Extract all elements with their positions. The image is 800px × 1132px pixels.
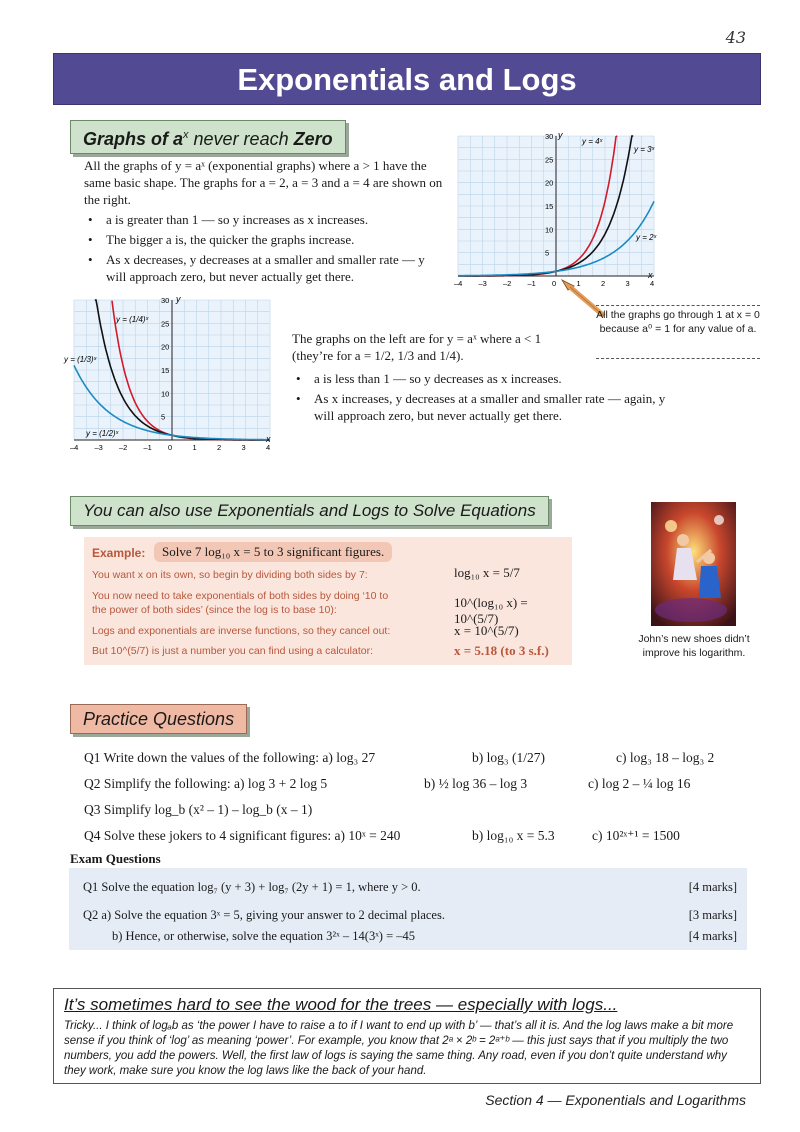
x-tick-label: 2 — [601, 279, 606, 288]
section-heading-solve: You can also use Exponentials and Logs to Solve Equations — [70, 496, 549, 526]
question-part: Q4 Solve these jokers to 4 significant figures: a) 10ˣ = 240 — [84, 828, 401, 843]
example-label: Example: — [92, 546, 146, 560]
left-graphs-values: (they’re for a = 1/2, 1/3 and 1/4). — [292, 348, 464, 363]
callout-note: All the graphs go through 1 at x = 0 because a⁰ = 1 for any value of a. — [596, 305, 760, 359]
summary-box — [53, 988, 761, 1084]
practice-questions — [84, 750, 744, 854]
grid — [458, 136, 654, 276]
x-tick-label: –2 — [119, 443, 128, 452]
x-tick-label: 0 — [552, 279, 557, 288]
y-tick-label: 5 — [545, 248, 550, 258]
example-result: x = 10^(5/7) — [454, 623, 519, 638]
curve-label-half: y = (1/2)ˣ — [86, 429, 119, 438]
x-tick-label: –3 — [478, 279, 487, 288]
y-axis-label: y — [558, 130, 563, 140]
example-answer: x = 5.18 (to 3 s.f.) — [454, 643, 549, 658]
y-tick-label: 10 — [161, 389, 170, 399]
x-tick-label: –1 — [143, 443, 152, 452]
question-part: Q3 Simplify log_b (x² – 1) – log_b (x – 1) — [84, 802, 313, 817]
x-tick-label: –2 — [503, 279, 512, 288]
y-tick-label: 5 — [161, 412, 166, 422]
x-tick-label: 4 — [266, 443, 271, 452]
y-tick-label: 20 — [161, 342, 170, 352]
question-row — [84, 750, 744, 776]
graph-a-less-than-1 — [62, 292, 282, 462]
question-part: c) log 2 – ¼ log 16 — [588, 776, 691, 791]
example-task: Solve 7 log₁₀ x = 5 to 3 significant figures. — [154, 542, 392, 562]
graph-a-greater-than-1 — [446, 128, 666, 298]
question-part: b) log₃ (1/27) — [472, 750, 545, 765]
page-number: 43 — [725, 28, 746, 47]
intro-paragraph: All the graphs of y = aˣ (exponential graphs) where a > 1 have the same basic shape. The graphs for a = 2, a = 3 and a = 4 are shown on the right. — [84, 158, 443, 207]
curve-label-2x: y = 2ˣ — [636, 233, 657, 242]
question-row — [84, 802, 744, 828]
photo-caption: John’s new shoes didn’t improve his logarithm. — [638, 633, 750, 659]
curve-label-third: y = (1/3)ˣ — [64, 355, 97, 364]
x-tick-label: –4 — [70, 443, 79, 452]
exam-heading: Exam Questions — [70, 851, 161, 866]
exam-marks: [4 marks] — [688, 929, 737, 943]
curve-label-4x: y = 4ˣ — [582, 137, 603, 146]
question-part: b) log₁₀ x = 5.3 — [472, 828, 555, 843]
y-axis-label: y — [176, 294, 181, 304]
question-part: Q2 Simplify the following: a) log 3 + 2 log 5 — [84, 776, 328, 791]
example-result: 10^(log₁₀ x) = 10^(5/7) — [454, 595, 528, 626]
x-tick-label: 3 — [241, 443, 246, 452]
x-tick-label: –1 — [527, 279, 536, 288]
graphs-intro — [84, 157, 444, 285]
x-tick-label: –3 — [94, 443, 103, 452]
example-step: But 10^(5/7) is just a number you can find using a calculator: — [92, 645, 373, 657]
y-tick-label: 30 — [545, 132, 554, 141]
graphs-left-text — [292, 330, 672, 424]
exam-question: b) Hence, or otherwise, solve the equation 3²ˣ – 14(3ˣ) = –45 — [112, 929, 416, 943]
x-tick-label: 1 — [192, 443, 197, 452]
x-tick-label: 2 — [217, 443, 222, 452]
bullet-item: • The bigger a is, the quicker the graphs increase. — [84, 231, 444, 248]
example-result: log₁₀ x = 5/7 — [454, 565, 520, 580]
question-part: c) log₃ 18 – log₃ 2 — [616, 750, 715, 765]
example-step: You now need to take exponentials of both sides by doing ‘10 to the power of both sides’ (since the log is to base 10): — [92, 590, 389, 616]
summary-title: It’s sometimes hard to see the wood for the trees — especially with logs... — [64, 995, 618, 1014]
title-bar — [53, 53, 761, 105]
example-box — [84, 537, 572, 665]
page-title: Exponentials and Logs — [237, 62, 577, 97]
x-tick-label: 3 — [625, 279, 630, 288]
section-heading-practice: Practice Questions — [70, 704, 247, 734]
exam-question: Q2 a) Solve the equation 3ˣ = 5, giving your answer to 2 decimal places. — [83, 908, 445, 922]
x-axis-label: x — [266, 434, 271, 444]
question-part: b) ½ log 36 – log 3 — [424, 776, 528, 791]
example-step: Logs and exponentials are inverse functions, so they cancel out: — [92, 625, 391, 637]
section-heading-graphs: Graphs of $a^x$ never reach Zero — [70, 120, 346, 154]
left-graphs-paragraph: The graphs on the left are for y = aˣ where a < 1 — [292, 331, 542, 346]
y-tick-label: 25 — [161, 319, 170, 329]
dancing-photo — [651, 502, 736, 626]
x-tick-label: 0 — [168, 443, 173, 452]
bullet-item: • a is greater than 1 — so y increases as x increases. — [84, 211, 444, 228]
question-part: c) 10²ˣ⁺¹ = 1500 — [592, 828, 680, 843]
bullet-item: • a is less than 1 — so y decreases as x increases. — [292, 370, 672, 387]
x-tick-label: –4 — [454, 279, 463, 288]
question-part: Q1 Write down the values of the following: a) log₃ 27 — [84, 750, 376, 765]
curve-label-quarter: y = (1/4)ˣ — [116, 315, 149, 324]
y-tick-label: 15 — [161, 366, 170, 375]
x-axis-label: x — [648, 270, 653, 280]
y-tick-label: 25 — [545, 155, 554, 165]
y-tick-label: 10 — [545, 225, 554, 235]
bullet-item: • As x decreases, y decreases at a smaller and smaller rate — y will approach zero, but never actually get there. — [84, 251, 444, 285]
y-tick-label: 30 — [161, 296, 170, 305]
exam-questions-box — [69, 868, 747, 950]
bullet-item: • As x increases, y decreases at a smaller and smaller rate — again, y will approach zero, but never actually get there. — [292, 390, 672, 424]
y-tick-label: 20 — [545, 178, 554, 188]
section-footer: Section 4 — Exponentials and Logarithms — [485, 1092, 746, 1108]
example-step: You want x on its own, so begin by dividing both sides by 7: — [92, 569, 368, 581]
curve-label-3x: y = 3ˣ — [634, 145, 655, 154]
x-tick-label: 1 — [576, 279, 581, 288]
grid — [74, 300, 270, 440]
exam-question: Q1 Solve the equation log₇ (y + 3) + log₇ (2y + 1) = 1, where y > 0. — [83, 880, 421, 894]
summary-text: Tricky... I think of logₐb as ‘the power I have to raise a to if I want to end up with b’ — that’s all it is. And the log laws make a bit more sense if you think of ‘log’ as meaning ‘power’. For example, you know that 2ᵃ × 2ᵇ = 2ᵃ⁺ᵇ — this just says that if you multiply the two numbers, you add the powers. Well, the first law of logs is saying the same thing. Any road, even if you don’t quite understand why they work, make sure you know the log laws like the back of your hand. — [64, 1020, 734, 1077]
exam-marks: [3 marks] — [688, 908, 737, 922]
question-row — [84, 776, 744, 802]
question-row — [84, 828, 744, 854]
x-tick-label: 4 — [650, 279, 655, 288]
exam-marks: [4 marks] — [688, 880, 737, 894]
y-tick-label: 15 — [545, 202, 554, 211]
